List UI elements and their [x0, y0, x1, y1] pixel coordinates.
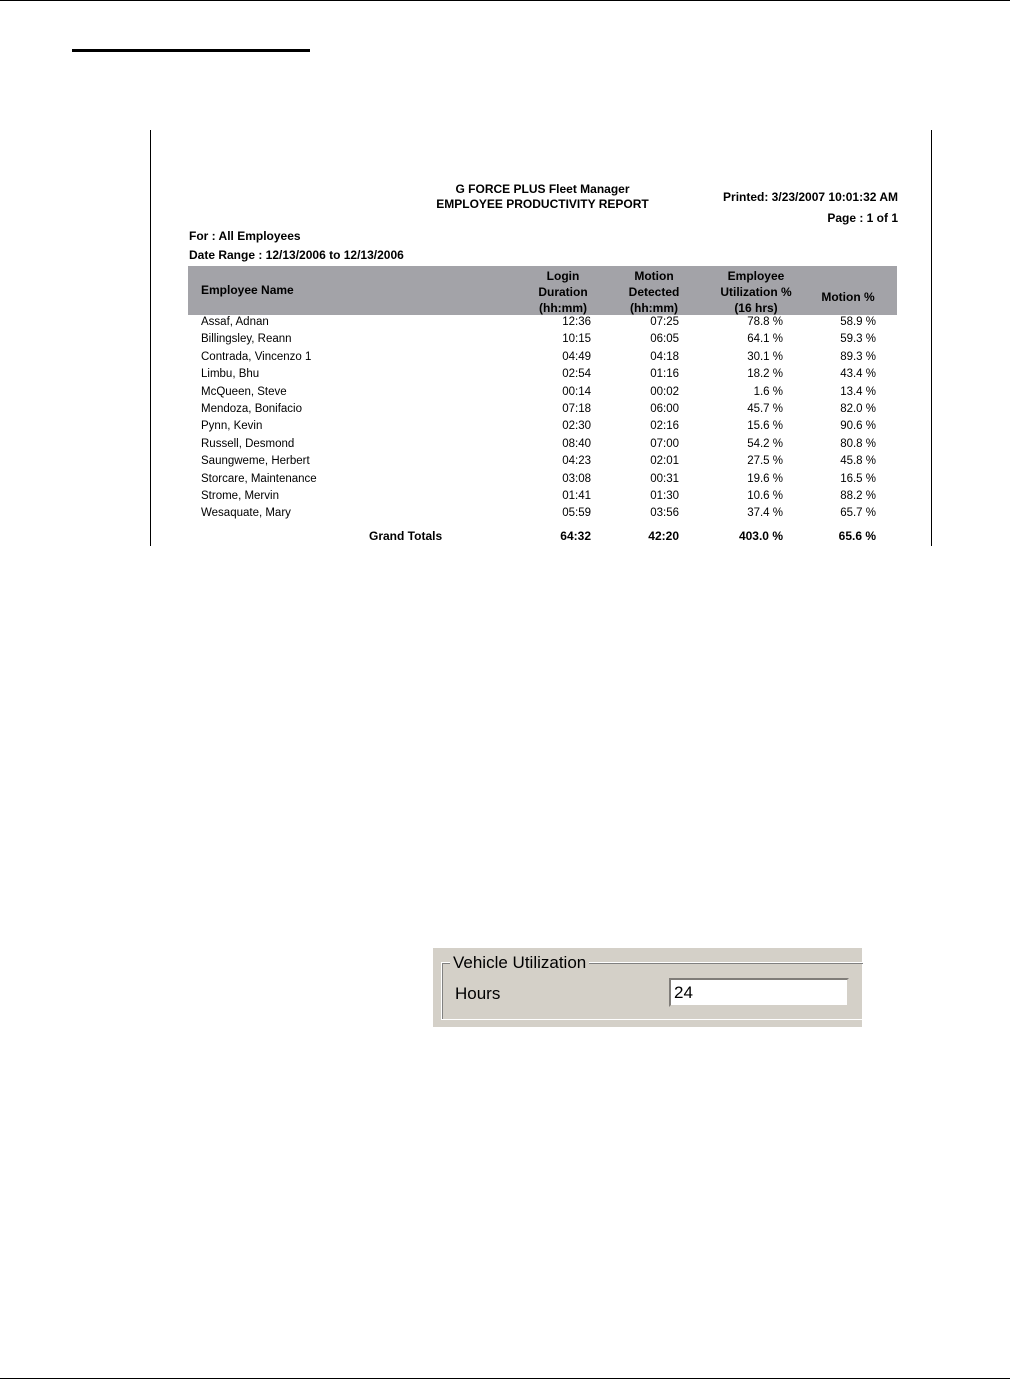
- cell-utilization: 27.5 %: [747, 455, 783, 468]
- report-title-line2: EMPLOYEE PRODUCTIVITY REPORT: [436, 197, 649, 211]
- table-row: [188, 506, 897, 523]
- cell-login-duration: 04:23: [562, 455, 591, 468]
- cell-login-duration: 05:59: [562, 507, 591, 520]
- cell-employee-name: Mendoza, Bonifacio: [201, 402, 303, 415]
- cell-employee-name: Contrada, Vincenzo 1: [201, 350, 312, 363]
- hours-label: Hours: [455, 984, 501, 1003]
- cell-motion-percent: 82.0 %: [840, 402, 876, 415]
- cell-motion-detected: 04:18: [650, 350, 679, 363]
- cell-motion-percent: 16.5 %: [840, 472, 876, 485]
- hours-input[interactable]: [669, 978, 849, 1007]
- total-utilization: 403.0 %: [738, 529, 783, 543]
- report-filter: For : All Employees: [189, 229, 301, 243]
- cell-employee-name: Strome, Mervin: [201, 489, 279, 502]
- cell-motion-detected: 06:05: [650, 333, 679, 346]
- cell-login-duration: 08:40: [562, 437, 591, 450]
- cell-motion-detected: 00:31: [650, 472, 679, 485]
- page-top-rule: [0, 0, 1010, 1]
- cell-motion-detected: 02:16: [650, 420, 679, 433]
- cell-login-duration: 07:18: [562, 402, 591, 415]
- cell-motion-detected: 03:56: [650, 507, 679, 520]
- cell-motion-percent: 58.9 %: [840, 316, 876, 328]
- table-row: [188, 454, 897, 471]
- cell-login-duration: 04:49: [562, 350, 591, 363]
- table-row: [188, 367, 897, 384]
- table-row: [188, 472, 897, 489]
- total-login-duration: 64:32: [560, 529, 591, 543]
- cell-employee-name: Assaf, Adnan: [201, 316, 269, 328]
- cell-utilization: 1.6 %: [753, 385, 783, 398]
- cell-utilization: 10.6 %: [747, 489, 783, 502]
- cell-utilization: 15.6 %: [747, 420, 783, 433]
- cell-motion-detected: 00:02: [650, 385, 679, 398]
- cell-employee-name: McQueen, Steve: [201, 385, 287, 398]
- cell-motion-detected: 06:00: [650, 402, 679, 415]
- cell-employee-name: Pynn, Kevin: [201, 420, 263, 433]
- cell-utilization: 78.8 %: [747, 316, 783, 328]
- table-row: [188, 315, 897, 332]
- page-number: Page : 1 of 1: [827, 211, 898, 225]
- cell-login-duration: 10:15: [562, 333, 591, 346]
- cell-utilization: 45.7 %: [747, 402, 783, 415]
- cell-motion-detected: 07:00: [650, 437, 679, 450]
- table-row: [188, 437, 897, 454]
- report-right-border: [931, 130, 932, 546]
- cell-motion-percent: 89.3 %: [840, 350, 876, 363]
- cell-utilization: 64.1 %: [747, 333, 783, 346]
- cell-motion-percent: 88.2 %: [840, 489, 876, 502]
- cell-motion-percent: 43.4 %: [840, 368, 876, 381]
- section-title-bar: [72, 49, 310, 52]
- total-motion-detected: 42:20: [648, 529, 679, 543]
- table-row: [188, 489, 897, 506]
- total-motion-percent: 65.6 %: [838, 529, 876, 543]
- header-motion-detected: Motion Detected (hh:mm): [628, 269, 680, 315]
- cell-motion-detected: 02:01: [650, 455, 679, 468]
- report-left-border: [150, 130, 151, 546]
- table-row: [188, 332, 897, 349]
- cell-utilization: 54.2 %: [747, 437, 783, 450]
- header-employee-utilization: Employee Utilization % (16 hrs): [720, 269, 792, 315]
- table-row: [188, 402, 897, 419]
- vehicle-utilization-legend: Vehicle Utilization: [450, 953, 589, 973]
- report-title-line1: G FORCE PLUS Fleet Manager: [455, 182, 630, 196]
- cell-login-duration: 12:36: [562, 316, 591, 328]
- cell-motion-percent: 80.8 %: [840, 437, 876, 450]
- cell-employee-name: Limbu, Bhu: [201, 368, 260, 381]
- cell-employee-name: Russell, Desmond: [201, 437, 295, 450]
- header-login-duration: Login Duration (hh:mm): [538, 269, 588, 315]
- cell-employee-name: Saungweme, Herbert: [201, 455, 310, 468]
- report-date-range: Date Range : 12/13/2006 to 12/13/2006: [189, 248, 404, 262]
- cell-motion-percent: 65.7 %: [840, 507, 876, 520]
- cell-employee-name: Storcare, Maintenance: [201, 472, 317, 485]
- cell-login-duration: 01:41: [562, 489, 591, 502]
- cell-motion-percent: 45.8 %: [840, 455, 876, 468]
- cell-login-duration: 00:14: [562, 385, 591, 398]
- cell-login-duration: 02:54: [562, 368, 591, 381]
- table-header: [188, 266, 897, 315]
- totals-label: Grand Totals: [369, 529, 443, 543]
- table-row: [188, 419, 897, 436]
- cell-utilization: 37.4 %: [747, 507, 783, 520]
- cell-motion-percent: 90.6 %: [840, 420, 876, 433]
- cell-employee-name: Billingsley, Reann: [201, 333, 292, 346]
- cell-motion-percent: 59.3 %: [840, 333, 876, 346]
- cell-login-duration: 03:08: [562, 472, 591, 485]
- cell-utilization: 30.1 %: [747, 350, 783, 363]
- table-body: [188, 315, 897, 524]
- cell-employee-name: Wesaquate, Mary: [201, 507, 291, 520]
- grand-totals-row: [188, 529, 897, 545]
- cell-utilization: 18.2 %: [747, 368, 783, 381]
- cell-motion-detected: 01:30: [650, 489, 679, 502]
- cell-login-duration: 02:30: [562, 420, 591, 433]
- printed-timestamp: Printed: 3/23/2007 10:01:32 AM: [723, 190, 898, 204]
- header-employee-name: Employee Name: [201, 283, 294, 297]
- table-row: [188, 385, 897, 402]
- cell-motion-percent: 13.4 %: [840, 385, 876, 398]
- cell-motion-detected: 01:16: [650, 368, 679, 381]
- cell-motion-detected: 07:25: [650, 316, 679, 328]
- cell-utilization: 19.6 %: [747, 472, 783, 485]
- table-row: [188, 350, 897, 367]
- header-motion-percent: Motion %: [821, 290, 875, 304]
